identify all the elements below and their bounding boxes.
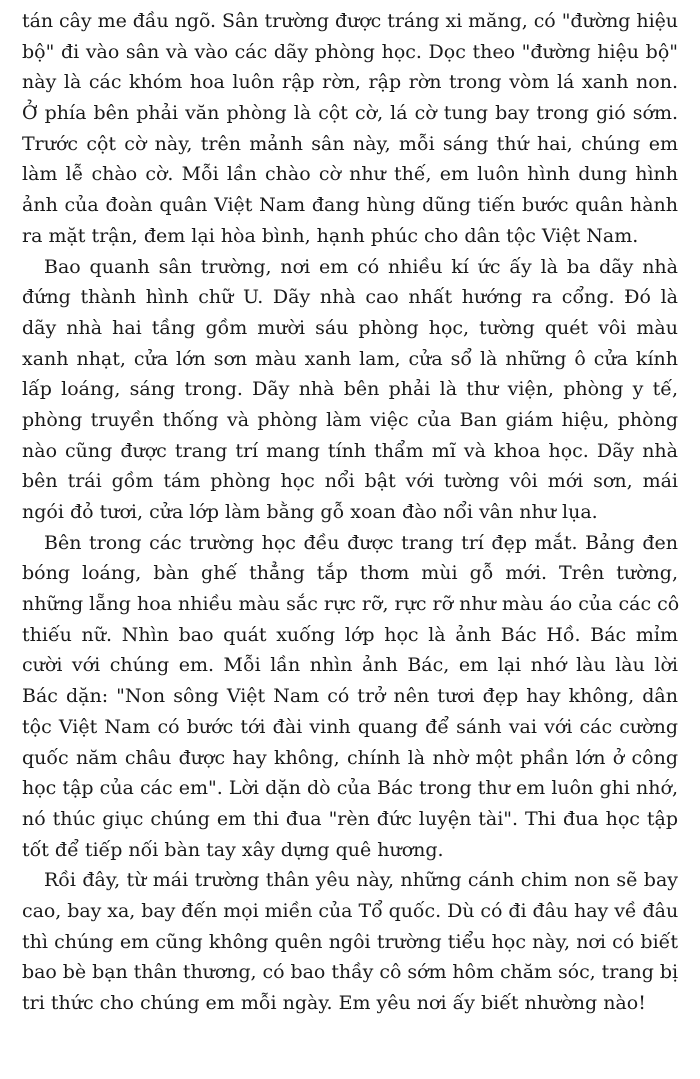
text-line: bóng loáng, bàn ghế thẳng tắp thơm mùi gỗ mới. Trên tường,: [22, 562, 678, 585]
document-page: [22, 6, 678, 1019]
paragraph-4: [22, 865, 678, 1018]
text-line: ảnh của đoàn quân Việt Nam đang hùng dũng tiến bước quân hành: [22, 194, 678, 217]
text-line: bộ" đi vào sân và vào các dãy phòng học. Dọc theo "đường hiệu bộ": [22, 40, 678, 63]
text-line: Trước cột cờ này, trên mảnh sân này, mỗi sáng thứ hai, chúng em: [22, 132, 678, 155]
text-line: học tập của các em". Lời dặn dò của Bác trong thư em luôn ghi nhớ,: [22, 777, 678, 800]
paragraph-3: [22, 528, 678, 866]
text-line: cao, bay xa, bay đến mọi miền của Tổ quốc. Dù có đi đâu hay về đâu: [22, 899, 679, 922]
text-line: nó thúc giục chúng em thi đua "rèn đức luyện tài". Thi đua học tập: [22, 807, 678, 830]
text-line: làm lễ chào cờ. Mỗi lần chào cờ như thế, em luôn hình dung hình: [22, 163, 678, 186]
text-line: bao bè bạn thân thương, có bao thầy cô sớm hôm chăm sóc, trang bị: [22, 961, 678, 984]
text-line: bên trái gồm tám phòng học nổi bật với tường vôi mới sơn, mái: [22, 470, 678, 493]
text-line: quốc năm châu được hay không, chính là nhờ một phần lớn ở công: [22, 746, 678, 769]
paragraph-1: [22, 6, 678, 252]
text-line: phòng truyền thống và phòng làm việc của Ban giám hiệu, phòng: [22, 408, 678, 431]
text-line: tốt để tiếp nối bàn tay xây dựng quê hương.: [22, 838, 444, 861]
text-line: ngói đỏ tươi, cửa lớp làm bằng gỗ xoan đào nổi vân như lụa.: [22, 501, 598, 523]
text-line: thì chúng em cũng không quên ngôi trường tiểu học này, nơi có biết: [22, 930, 678, 953]
text-line: tri thức cho chúng em mỗi ngày. Em yêu nơi ấy biết nhường nào!: [22, 992, 646, 1014]
paragraph-2: [22, 252, 678, 528]
text-line: Bao quanh sân trường, nơi em có nhiều kí ức ấy là ba dãy nhà: [44, 255, 678, 278]
text-line: Ở phía bên phải văn phòng là cột cờ, lá cờ tung bay trong gió sớm.: [22, 102, 678, 125]
text-line: xanh nhạt, cửa lớn sơn màu xanh lam, cửa sổ là những ô cửa kính: [22, 347, 678, 370]
text-line: nào cũng được trang trí mang tính thẩm mĩ và khoa học. Dãy nhà: [22, 439, 678, 462]
text-line: Rồi đây, từ mái trường thân yêu này, những cánh chim non sẽ bay: [44, 869, 678, 892]
text-line: dãy nhà hai tầng gồm mười sáu phòng học, tường quét vôi màu: [22, 316, 678, 339]
text-line: tộc Việt Nam có bước tới đài vinh quang để sánh vai với các cường: [22, 715, 678, 738]
text-line: lấp loáng, sáng trong. Dãy nhà bên phải là thư viện, phòng y tế,: [22, 378, 678, 401]
text-line: Bác dặn: "Non sông Việt Nam có trở nên tươi đẹp hay không, dân: [22, 685, 678, 708]
text-line: này là các khóm hoa luôn rập rờn, rập rờn trong vòm lá xanh non.: [22, 71, 678, 94]
text-line: ra mặt trận, đem lại hòa bình, hạnh phúc cho dân tộc Việt Nam.: [22, 224, 639, 247]
text-line: những lẵng hoa nhiều màu sắc rực rỡ, rực rỡ như màu áo của các cô: [22, 593, 680, 616]
text-line: thiếu nữ. Nhìn bao quát xuống lớp học là ảnh Bác Hồ. Bác mỉm: [22, 623, 678, 646]
text-line: tán cây me đầu ngõ. Sân trường được tráng xi măng, có "đường hiệu: [22, 10, 678, 32]
text-line: đứng thành hình chữ U. Dãy nhà cao nhất hướng ra cổng. Đó là: [22, 286, 678, 309]
text-line: cười với chúng em. Mỗi lần nhìn ảnh Bác, em lại nhớ làu làu lời: [22, 654, 678, 677]
text-line: Bên trong các trường học đều được trang trí đẹp mắt. Bảng đen: [44, 531, 678, 554]
